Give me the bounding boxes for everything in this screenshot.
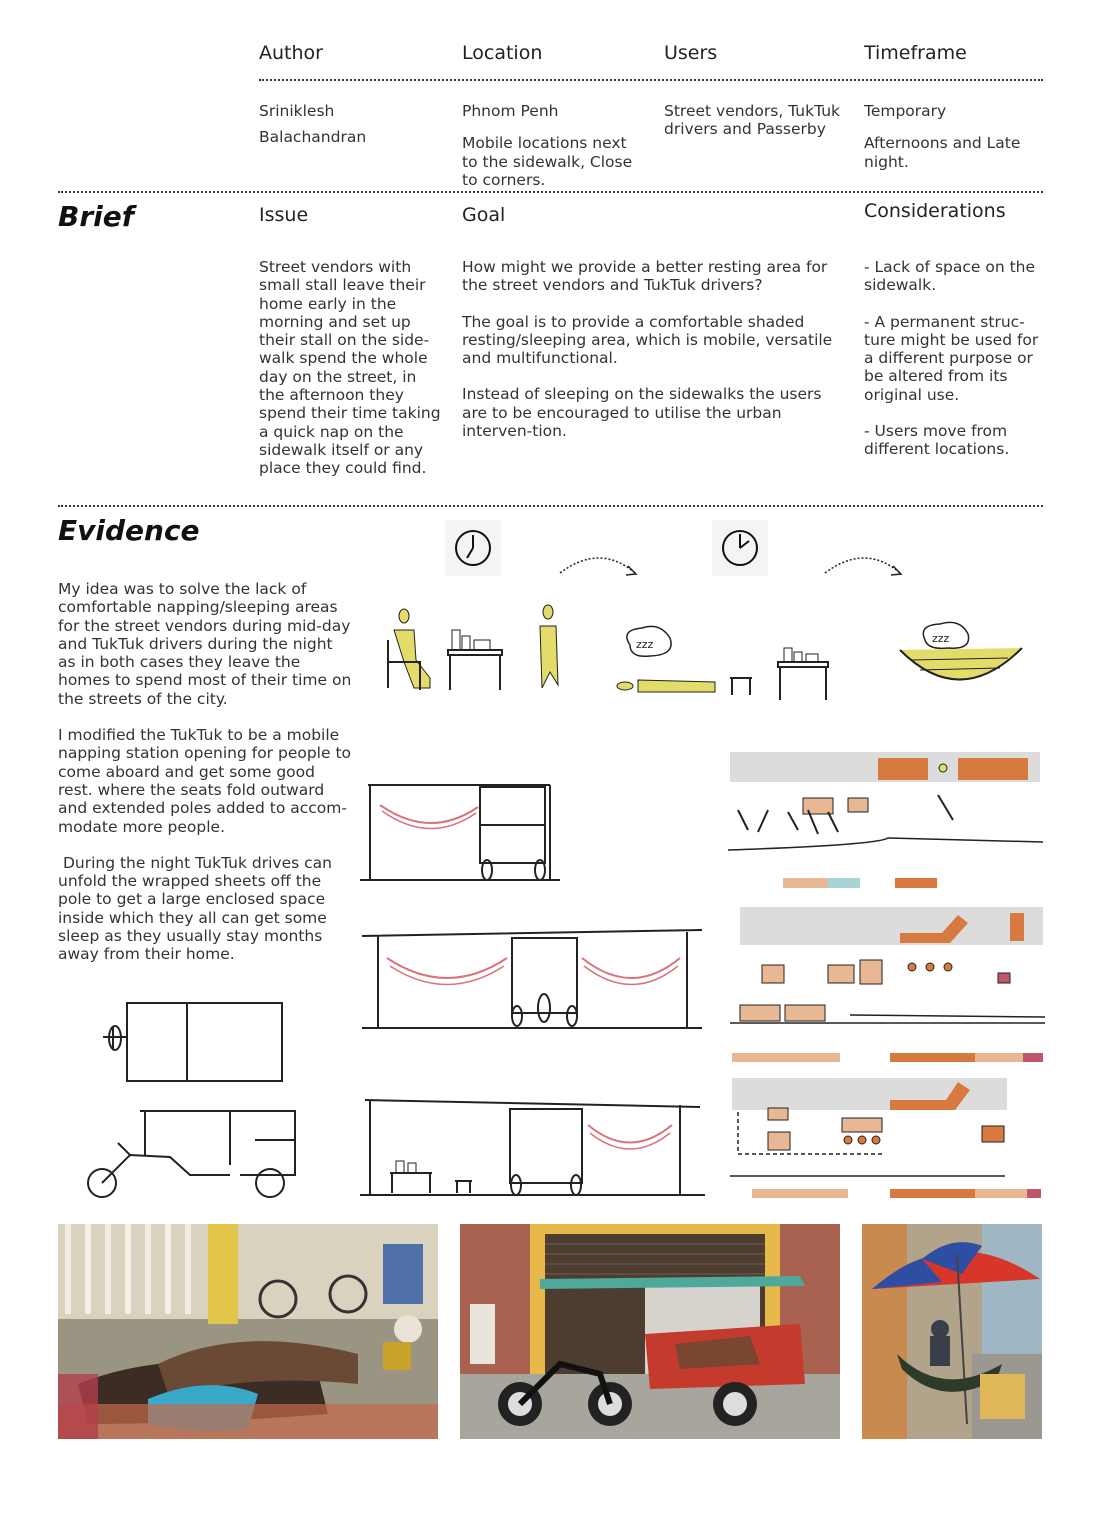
timeframe-value bbox=[864, 102, 1039, 171]
issue-text: Street vendors with small stall leave their home early in the morning and set up their stall on the side-walk spend the whole day on the street, in the afternoon they spend their time taking a quick nap on the sidewalk itself or any place they could find. bbox=[259, 258, 441, 478]
author-value bbox=[259, 102, 449, 147]
divider bbox=[58, 505, 1043, 507]
sleeping-vendors-photo bbox=[58, 1224, 438, 1439]
photo-illustration bbox=[862, 1224, 1042, 1439]
sleeping-person-sketch bbox=[617, 626, 715, 692]
street-plan-night bbox=[730, 1076, 1045, 1201]
consideration-item: - Lack of space on the sidewalk. bbox=[864, 258, 1036, 295]
considerations-heading: Considerations bbox=[864, 200, 1006, 222]
author-name-line1: Sriniklesh bbox=[259, 102, 335, 120]
tuktuk-folded-seats-sketch bbox=[360, 775, 560, 890]
goal-paragraph: The goal is to provide a comfortable shaded resting/sleeping area, which is mobile, versatile and multifunctional. bbox=[462, 312, 833, 368]
vendor-stall-sketch bbox=[448, 630, 502, 690]
author-name-line2: Balachandran bbox=[259, 128, 367, 147]
tuktuk-plan-sketch bbox=[95, 995, 295, 1090]
tuktuk-elevation-sketch bbox=[80, 1105, 300, 1205]
evidence-paragraph: During the night TukTuk drives can unfold the wrapped sheets off the pole to get a large enclosed space inside which they all can get some sleep as they usually stay months away from their home. bbox=[58, 853, 337, 964]
evidence-paragraph: My idea was to solve the lack of comfortable napping/sleeping areas for the street vendors during mid-day and TukTuk drivers during the night as in both cases they leave the homes to spend most of their time on the streets of the city. bbox=[58, 580, 352, 708]
standing-person-sketch bbox=[540, 605, 558, 688]
arrow-icon bbox=[825, 558, 900, 573]
snore-text: zzz bbox=[636, 638, 654, 651]
considerations-text bbox=[864, 258, 1042, 477]
tuktuk-hammocks-sketch bbox=[362, 928, 707, 1033]
brief-title: Brief bbox=[58, 200, 134, 233]
users-value: Street vendors, TukTuk drivers and Passerby bbox=[664, 102, 841, 139]
seated-person-sketch bbox=[388, 609, 430, 690]
divider bbox=[259, 79, 1043, 81]
photo-illustration bbox=[460, 1224, 840, 1439]
evidence-text bbox=[58, 580, 353, 982]
location-heading: Location bbox=[462, 42, 543, 64]
users-heading: Users bbox=[664, 42, 718, 64]
stool-sketch bbox=[730, 678, 752, 695]
vendor-stall-sketch bbox=[778, 648, 828, 700]
issue-heading: Issue bbox=[259, 204, 309, 226]
evidence-paragraph: I modified the TukTuk to be a mobile napping station opening for people to come aboard and get some good rest. where the seats fold outward and extended poles added to accom-modate more people. bbox=[58, 726, 352, 836]
evidence-title: Evidence bbox=[58, 514, 200, 547]
napping-sequence-sketch bbox=[380, 600, 1040, 710]
tuktuk-stall-sketch bbox=[360, 1095, 705, 1200]
arrow-icon bbox=[560, 558, 635, 573]
author-heading: Author bbox=[259, 42, 323, 64]
time-sequence-diagram bbox=[440, 518, 1050, 588]
goal-heading: Goal bbox=[462, 204, 506, 226]
consideration-item: - A permanent struc-ture might be used for a different purpose or be altered from its original use. bbox=[864, 312, 1039, 404]
location-value bbox=[462, 102, 642, 189]
vendor-hammock-photo bbox=[862, 1224, 1042, 1439]
goal-text bbox=[462, 258, 847, 458]
street-plan-afternoon bbox=[728, 750, 1043, 895]
street-plan-midday bbox=[730, 905, 1045, 1065]
goal-paragraph: How might we provide a better resting area for the street vendors and TukTuk drivers? bbox=[462, 258, 828, 295]
timeframe-times: Afternoons and Late night. bbox=[864, 134, 1021, 171]
hammock-sketch bbox=[900, 622, 1022, 679]
goal-paragraph: Instead of sleeping on the sidewalks the users are to be encouraged to utilise the urban interven-tion. bbox=[462, 385, 822, 441]
divider bbox=[58, 191, 1043, 193]
snore-text: zzz bbox=[932, 632, 950, 645]
photo-illustration bbox=[58, 1224, 438, 1439]
consideration-item: - Users move from different locations. bbox=[864, 422, 1010, 459]
location-detail: Mobile locations next to the sidewalk, Close to corners. bbox=[462, 134, 633, 189]
timeframe-heading: Timeframe bbox=[864, 42, 967, 64]
location-city: Phnom Penh bbox=[462, 102, 559, 120]
tuktuk-driver-photo bbox=[460, 1224, 840, 1439]
timeframe-type: Temporary bbox=[864, 102, 947, 120]
